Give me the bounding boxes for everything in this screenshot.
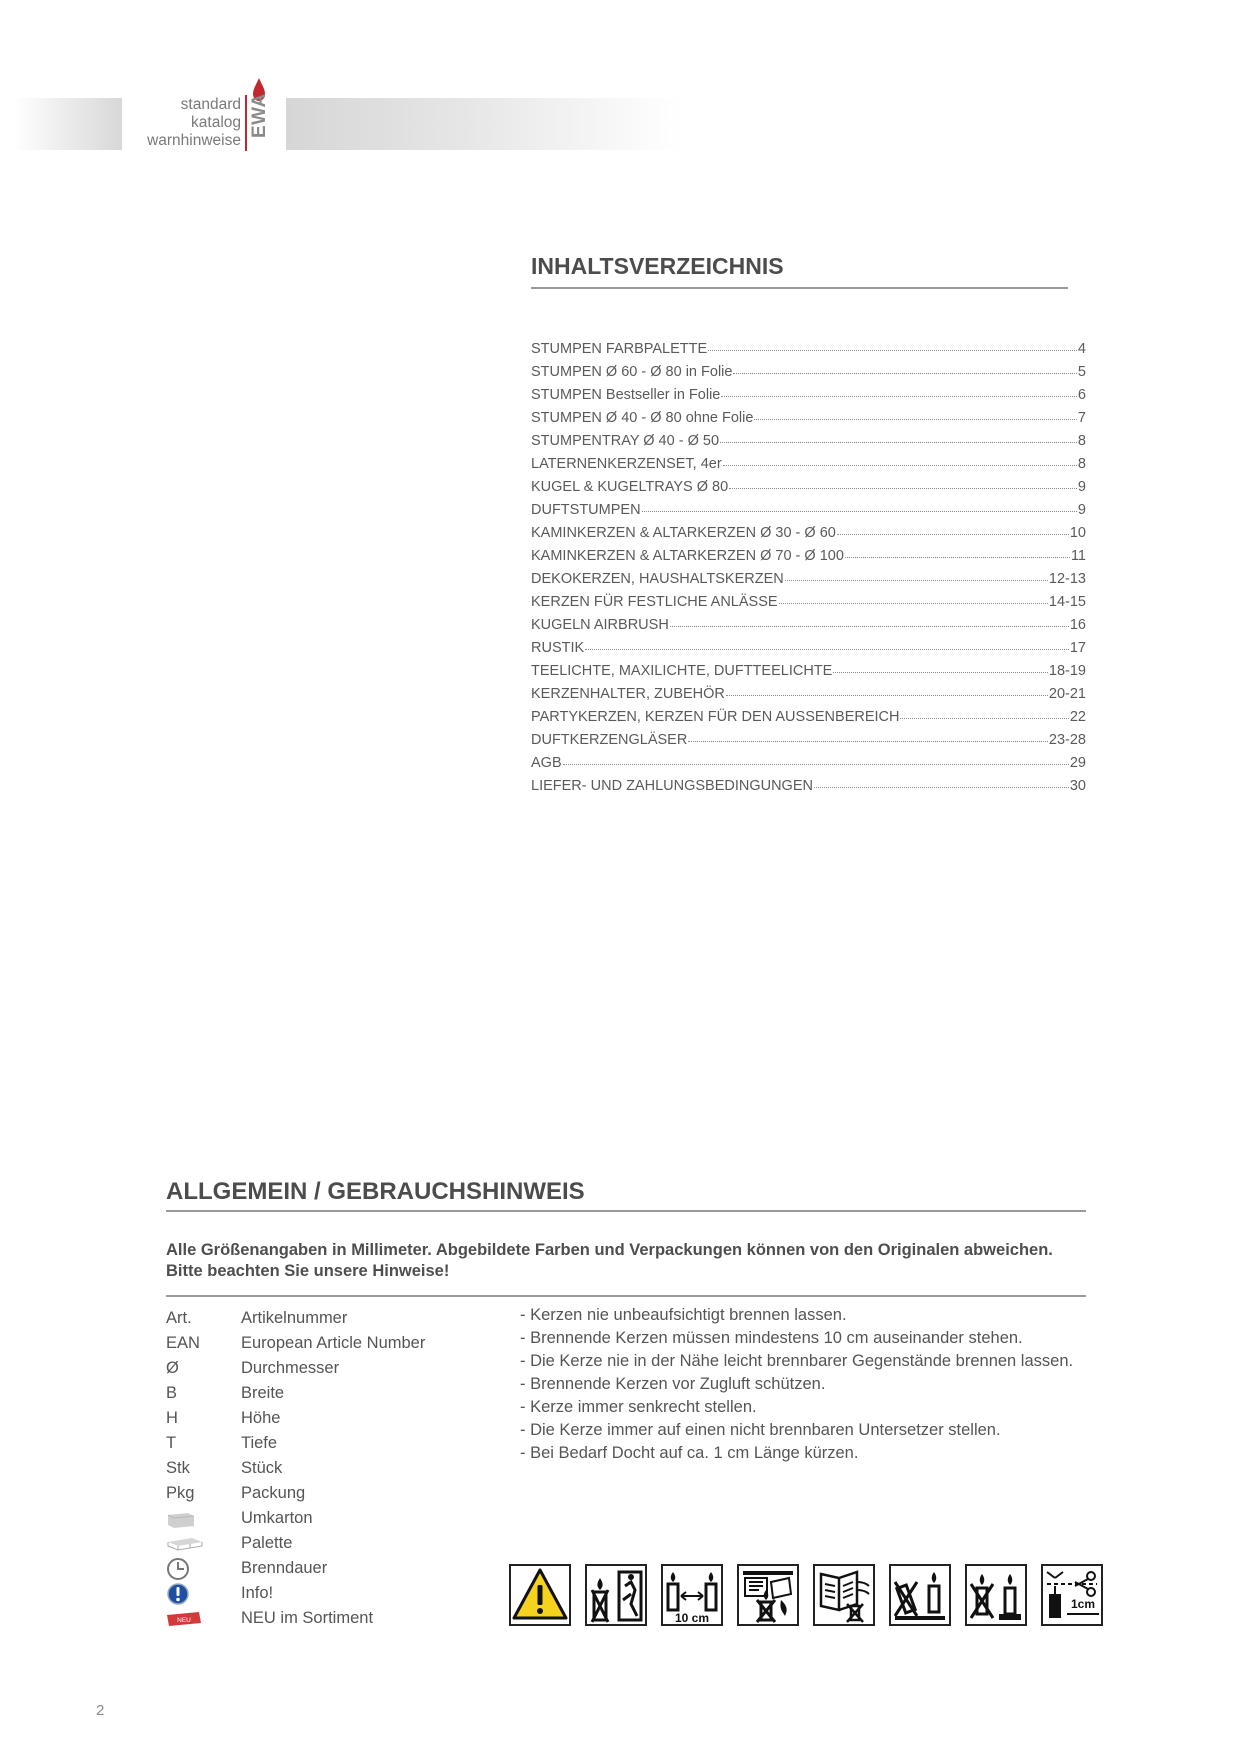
- toc-entry-label: AGB: [531, 755, 562, 771]
- abbreviation-row: [166, 1356, 466, 1381]
- toc-entry: [531, 479, 1086, 502]
- toc-entry-page: 23-28: [1048, 732, 1086, 748]
- nonflammable-base-icon: [965, 1564, 1027, 1626]
- general-title: ALLGEMEIN / GEBRAUCHSHINWEIS: [166, 1178, 585, 1205]
- header-line-standard: standard: [180, 96, 241, 113]
- toc-entry-page: 6: [1077, 387, 1086, 403]
- abbreviation-value: Höhe: [241, 1409, 281, 1427]
- abbreviation-row: [166, 1531, 466, 1556]
- toc-leader-dots: [785, 580, 1048, 581]
- flammable-objects-icon: [737, 1564, 799, 1626]
- abbreviation-key: Ø: [166, 1359, 179, 1377]
- abbreviation-list: [166, 1306, 466, 1631]
- abbreviation-value: Durchmesser: [241, 1359, 340, 1377]
- toc-entry-page: 20-21: [1048, 686, 1086, 702]
- new-badge-icon: [166, 1611, 241, 1627]
- toc-entry: [531, 456, 1086, 479]
- toc-entry: [531, 663, 1086, 686]
- abbreviation-row: [166, 1506, 466, 1531]
- abbreviation-key: Pkg: [166, 1484, 195, 1502]
- abbreviation-value: Palette: [241, 1534, 293, 1552]
- toc-entry: [531, 732, 1086, 755]
- safety-hint-list: [520, 1304, 1100, 1465]
- toc-entry: [531, 686, 1086, 709]
- toc-entry: [531, 502, 1086, 525]
- toc-entry: [531, 364, 1086, 387]
- toc-entry-label: KAMINKERZEN & ALTARKERZEN Ø 70 - Ø 100: [531, 548, 844, 564]
- toc-entry-page: 12-13: [1048, 571, 1086, 587]
- safety-hint: - Brennende Kerzen müssen mindestens 10 cm auseinander stehen.: [520, 1329, 1023, 1347]
- abbreviation-value: Umkarton: [241, 1509, 313, 1527]
- toc-leader-dots: [720, 442, 1077, 443]
- toc-leader-dots: [733, 373, 1076, 374]
- trim-wick-icon: [1041, 1564, 1103, 1626]
- toc-entry: [531, 548, 1086, 571]
- toc-entry-page: 9: [1077, 479, 1086, 495]
- header-line-katalog: katalog: [191, 114, 241, 131]
- toc-entry: [531, 755, 1086, 778]
- toc-entry-page: 8: [1077, 456, 1086, 472]
- distance-label: 10 cm: [674, 1611, 710, 1625]
- toc-leader-dots: [833, 672, 1048, 673]
- toc-entry-label: DUFTKERZENGLÄSER: [531, 732, 688, 748]
- draught-protection-icon: [813, 1564, 875, 1626]
- toc-entry-label: STUMPEN FARBPALETTE: [531, 341, 708, 357]
- toc-leader-dots: [837, 534, 1069, 535]
- toc-entry-page: 22: [1069, 709, 1086, 725]
- toc-leader-dots: [585, 649, 1069, 650]
- pallet-icon: [166, 1534, 241, 1554]
- safety-hint: - Brennende Kerzen vor Zugluft schützen.: [520, 1375, 826, 1393]
- toc-entry-page: 10: [1069, 525, 1086, 541]
- toc-leader-dots: [670, 626, 1069, 627]
- toc-leader-dots: [845, 557, 1070, 558]
- abbreviation-row: [166, 1481, 466, 1506]
- info-icon: [166, 1582, 241, 1606]
- toc-divider: [531, 287, 1068, 289]
- general-note-line-2: Bitte beachten Sie unsere Hinweise!: [166, 1262, 450, 1280]
- toc-entry-label: LATERNENKERZENSET, 4er: [531, 456, 722, 472]
- toc-leader-dots: [900, 718, 1068, 719]
- toc-leader-dots: [721, 396, 1077, 397]
- toc-entry-page: 14-15: [1048, 594, 1086, 610]
- abbreviation-row: [166, 1331, 466, 1356]
- toc-leader-dots: [754, 419, 1077, 420]
- abbreviation-key: H: [166, 1409, 178, 1427]
- safety-hint: - Kerzen nie unbeaufsichtigt brennen lassen.: [520, 1306, 847, 1324]
- toc-entry-page: 8: [1077, 433, 1086, 449]
- general-divider-top: [166, 1210, 1086, 1212]
- toc-entry-page: 17: [1069, 640, 1086, 656]
- toc-entry: [531, 617, 1086, 640]
- toc-entry: [531, 778, 1086, 801]
- toc-entry-label: KAMINKERZEN & ALTARKERZEN Ø 30 - Ø 60: [531, 525, 836, 541]
- toc-entry-label: STUMPEN Ø 60 - Ø 80 in Folie: [531, 364, 733, 380]
- toc-entry-page: 4: [1077, 341, 1086, 357]
- toc-entry: [531, 433, 1086, 456]
- toc-entry-page: 9: [1077, 502, 1086, 518]
- abbreviation-value: Stück: [241, 1459, 283, 1477]
- safety-hint: - Die Kerze nie in der Nähe leicht brennbarer Gegenstände brennen lassen.: [520, 1352, 1074, 1370]
- toc-entry-label: PARTYKERZEN, KERZEN FÜR DEN AUSSENBEREICH: [531, 709, 900, 725]
- toc-entry: [531, 525, 1086, 548]
- keep-upright-icon: [889, 1564, 951, 1626]
- abbreviation-row: [166, 1306, 466, 1331]
- toc-entry-page: 16: [1069, 617, 1086, 633]
- toc-entry: [531, 640, 1086, 663]
- abbreviation-value: Packung: [241, 1484, 306, 1502]
- abbreviation-value: Artikelnummer: [241, 1309, 348, 1327]
- abbreviation-row: [166, 1556, 466, 1581]
- clock-icon: [166, 1557, 241, 1581]
- toc-leader-dots: [726, 695, 1048, 696]
- abbreviation-key: Art.: [166, 1309, 192, 1327]
- toc-entry-page: 5: [1077, 364, 1086, 380]
- wick-length-label: 1cm: [1070, 1597, 1096, 1611]
- distance-10cm-icon: [661, 1564, 723, 1626]
- header-band-right: [286, 98, 681, 150]
- abbreviation-row: [166, 1581, 466, 1606]
- safety-hint: - Die Kerze immer auf einen nicht brennbaren Untersetzer stellen.: [520, 1421, 1001, 1439]
- abbreviation-key: T: [166, 1434, 177, 1452]
- toc-entry-label: STUMPENTRAY Ø 40 - Ø 50: [531, 433, 720, 449]
- toc-entry-page: 11: [1070, 548, 1086, 564]
- toc-leader-dots: [642, 511, 1077, 512]
- abbreviation-row: [166, 1606, 466, 1631]
- toc-entry: [531, 594, 1086, 617]
- toc-entry-label: DEKOKERZEN, HAUSHALTSKERZEN: [531, 571, 784, 587]
- toc-leader-dots: [563, 764, 1069, 765]
- toc-entry-page: 29: [1069, 755, 1086, 771]
- toc-entry: [531, 387, 1086, 410]
- header-line-warnhinweise: warnhinweise: [147, 132, 241, 149]
- toc-entry-label: KERZEN FÜR FESTLICHE ANLÄSSE: [531, 594, 778, 610]
- toc-entry-label: STUMPEN Bestseller in Folie: [531, 387, 721, 403]
- abbreviation-key: Stk: [166, 1459, 190, 1477]
- toc-entry-label: TEELICHTE, MAXILICHTE, DUFTTEELICHTE: [531, 663, 833, 679]
- toc-entry-label: KUGELN AIRBRUSH: [531, 617, 669, 633]
- toc-entry: [531, 571, 1086, 594]
- never-unattended-icon: [585, 1564, 647, 1626]
- toc-leader-dots: [688, 741, 1048, 742]
- toc-title: INHALTSVERZEICHNIS: [531, 253, 784, 279]
- safety-hint: - Kerze immer senkrecht stellen.: [520, 1398, 757, 1416]
- header-red-rule: [245, 95, 247, 151]
- toc-entry-label: STUMPEN Ø 40 - Ø 80 ohne Folie: [531, 410, 754, 426]
- toc-list: [531, 341, 1086, 801]
- toc-entry: [531, 341, 1086, 364]
- page-number: 2: [96, 1702, 105, 1719]
- logo-wordmark: EWA: [249, 93, 270, 138]
- general-note-line-1: Alle Größenangaben in Millimeter. Abgebildete Farben und Verpackungen können von den Originalen abweichen.: [166, 1241, 1053, 1259]
- header-caption: [147, 96, 241, 150]
- new-badge-text: NEU: [177, 1616, 191, 1624]
- toc-entry-label: DUFTSTUMPEN: [531, 502, 641, 518]
- abbreviation-value: NEU im Sortiment: [241, 1609, 374, 1627]
- toc-entry: [531, 709, 1086, 732]
- abbreviation-value: Breite: [241, 1384, 285, 1402]
- abbreviation-value: Tiefe: [241, 1434, 278, 1452]
- safety-hint: - Bei Bedarf Docht auf ca. 1 cm Länge kürzen.: [520, 1444, 859, 1462]
- abbreviation-value: European Article Number: [241, 1334, 426, 1352]
- abbreviation-key: EAN: [166, 1334, 200, 1352]
- general-divider-bottom: [166, 1295, 1086, 1297]
- abbreviation-row: [166, 1431, 466, 1456]
- general-note: [166, 1240, 1086, 1282]
- toc-entry-label: LIEFER- UND ZAHLUNGSBEDINGUNGEN: [531, 778, 813, 794]
- toc-entry-page: 18-19: [1048, 663, 1086, 679]
- toc-entry-page: 30: [1069, 778, 1086, 794]
- abbreviation-key: B: [166, 1384, 178, 1402]
- toc-entry-label: RUSTIK: [531, 640, 585, 656]
- box-icon: [166, 1509, 241, 1529]
- warning-pictograms: [509, 1564, 1109, 1628]
- abbreviation-row: [166, 1406, 466, 1431]
- abbreviation-row: [166, 1381, 466, 1406]
- toc-leader-dots: [708, 350, 1077, 351]
- toc-leader-dots: [729, 488, 1077, 489]
- toc-leader-dots: [723, 465, 1077, 466]
- toc-entry-label: KERZENHALTER, ZUBEHÖR: [531, 686, 725, 702]
- toc-leader-dots: [814, 787, 1069, 788]
- toc-entry-label: KUGEL & KUGELTRAYS Ø 80: [531, 479, 729, 495]
- abbreviation-value: Info!: [241, 1584, 274, 1602]
- abbreviation-row: [166, 1456, 466, 1481]
- toc-leader-dots: [779, 603, 1048, 604]
- abbreviation-value: Brenndauer: [241, 1559, 328, 1577]
- warning-triangle-icon: [509, 1564, 571, 1626]
- toc-entry: [531, 410, 1086, 433]
- header-band-left: [14, 98, 122, 150]
- toc-entry-page: 7: [1077, 410, 1086, 426]
